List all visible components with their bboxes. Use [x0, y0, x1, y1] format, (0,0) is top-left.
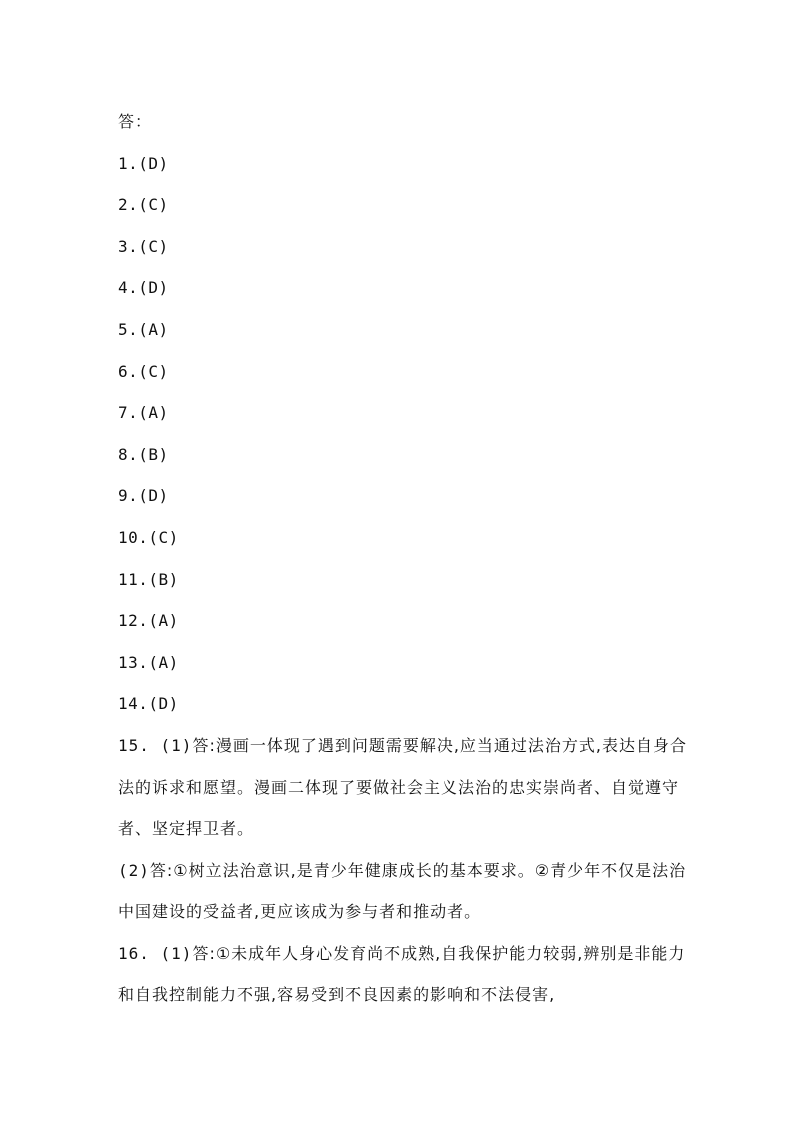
answer-choice: (B): [138, 444, 169, 464]
question-number: 10.: [118, 527, 149, 547]
question-number: 11.: [118, 569, 149, 589]
question-number: 9.: [118, 486, 139, 506]
question-15-part-1: [118, 725, 688, 850]
answer-line: [118, 351, 688, 393]
question-number: 12.: [118, 611, 149, 631]
question-number: 4.: [118, 278, 139, 298]
answer-choice: (A): [138, 403, 169, 423]
question-number: 2.: [118, 195, 139, 215]
question-number: 7.: [118, 403, 139, 423]
question-15-part-2: [118, 850, 688, 933]
question-15-part-1-prefix: 15. (1): [118, 735, 193, 755]
question-number: 14.: [118, 694, 149, 714]
question-number: 5.: [118, 319, 139, 339]
answer-line: [118, 392, 688, 434]
answer-line: [118, 434, 688, 476]
answer-choice: (D): [148, 694, 179, 714]
question-15-part-1-text: 答:漫画一体现了遇到问题需要解决,应当通过法治方式,表达自身合法的诉求和愿望。漫画二体现了要做社会主义法治的忠实崇尚者、自觉遵守者、坚定捍卫者。: [118, 735, 688, 839]
question-number: 3.: [118, 236, 139, 256]
answer-choice: (D): [138, 278, 169, 298]
question-number: 1.: [118, 153, 139, 173]
question-15-part-2-text: 答:①树立法治意识,是青少年健康成长的基本要求。②青少年不仅是法治中国建设的受益者,更应该成为参与者和推动者。: [118, 860, 687, 922]
answer-choice: (C): [148, 527, 179, 547]
answer-line: [118, 226, 688, 268]
question-number: 8.: [118, 444, 139, 464]
answer-choice: (C): [138, 236, 169, 256]
answer-choice: (D): [138, 153, 169, 173]
answer-line: [118, 517, 688, 559]
answer-line: [118, 683, 688, 725]
answer-choice: (A): [138, 319, 169, 339]
answer-line: [118, 143, 688, 185]
answer-line: [118, 184, 688, 226]
answer-line: [118, 475, 688, 517]
question-number: 13.: [118, 652, 149, 672]
answer-choice: (B): [148, 569, 179, 589]
answer-choice: (C): [138, 195, 169, 215]
question-15-part-2-prefix: (2): [118, 860, 150, 880]
question-16-part-1-text: 答:①未成年人身心发育尚不成熟,自我保护能力较弱,辨别是非能力和自我控制能力不强,容易受到不良因素的影响和不法侵害,: [118, 943, 686, 1005]
answer-heading: 答：: [118, 112, 153, 131]
question-16-part-1: [118, 933, 688, 1016]
answer-choice: (A): [148, 611, 179, 631]
answer-line: [118, 559, 688, 601]
answer-choice: (A): [148, 652, 179, 672]
multiple-choice-answers: [118, 143, 688, 725]
question-16-part-1-prefix: 16. (1): [118, 943, 193, 963]
answer-choice: (D): [138, 486, 169, 506]
answer-line: [118, 309, 688, 351]
answer-line: [118, 642, 688, 684]
answer-line: [118, 267, 688, 309]
answer-sheet: [118, 101, 688, 1016]
answer-line: [118, 600, 688, 642]
answer-choice: (C): [138, 361, 169, 381]
question-number: 6.: [118, 361, 139, 381]
